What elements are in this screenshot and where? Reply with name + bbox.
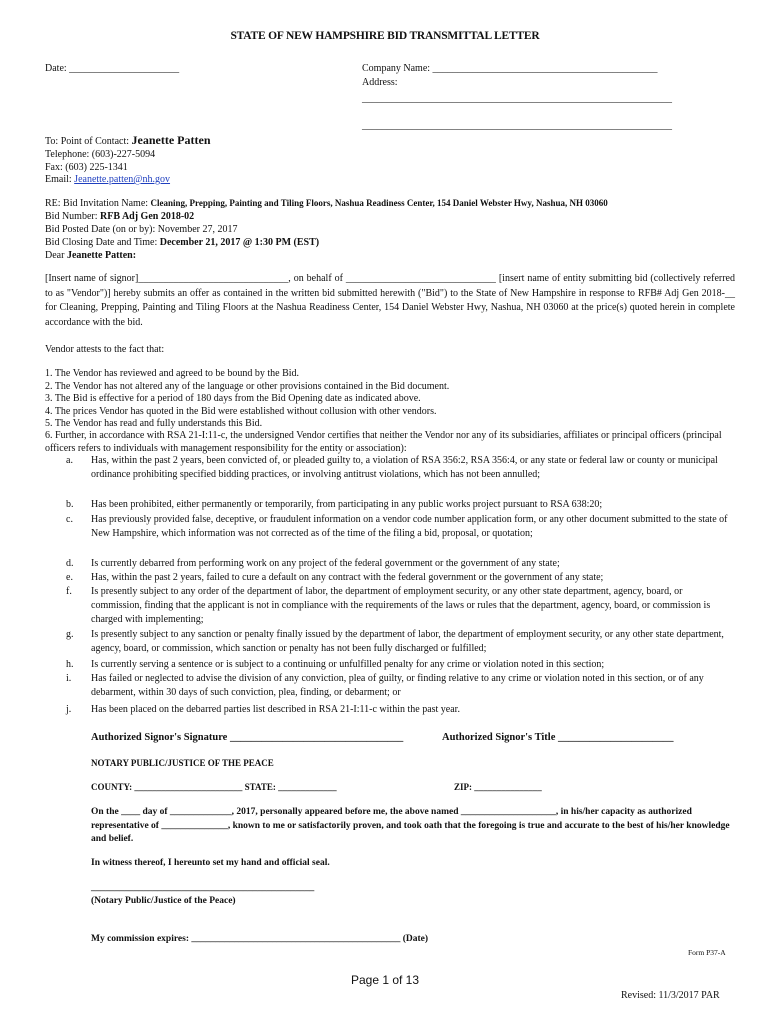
contact-telephone: Telephone: (603)-227-5094 <box>45 149 156 160</box>
sub-item-text: Is presently subject to any sanction or penalty finally issued by the department of labor, the department of employment security, or any other state department, agency, board, or commission, which sanction or penalty has not been fully discharged or fulfilled; <box>91 629 724 655</box>
sub-item-text: Is currently debarred from performing work on any project of the federal government or the government of any state; <box>91 558 560 569</box>
sub-item-text: Has, within the past 2 years, failed to cure a default on any contract with the federal government or the government of any state; <box>91 572 604 583</box>
attest-item <box>45 392 421 405</box>
attest-text: The Vendor has reviewed and agreed to be bound by the Bid. <box>54 368 300 379</box>
witness-statement: In witness thereof, I hereunto set my hand and official seal. <box>91 858 330 868</box>
address-line-2[interactable]: ______________________________________________________________ <box>362 120 672 131</box>
intro-paragraph: [Insert name of signor]______________________________, on behalf of ______________________________ [insert name of entity submitting bid (collectively referred to as "Vendor")] hereby submits an offer as contained in the written bid submitted herewith ("Bid") to the State of New Hampshire in response to RFB# Adj Gen 2018-__ for Cleaning, Prepping, Painting and Tiling Floors at the Nashua Readiness Center, 154 Daniel Webster Hwy, Nashua, NH 03060 at the price(s) quoted herein in complete accordance with the bid. <box>45 273 735 328</box>
attest-text: The prices Vendor has quoted in the Bid were established without collusion with other vendors. <box>54 406 437 417</box>
sub-item-letter: e. <box>66 572 73 583</box>
salutation <box>45 249 136 262</box>
sub-item-text: Has, within the past 2 years, been convicted of, or pleaded guilty to, a violation of RSA 356:2, RSA 356:4, or any state or federal law or county or municipal ordinance prohibiting specified bidding practices, or involving antitrust violations, which has not been annulled; <box>91 455 718 481</box>
contact-fax: Fax: (603) 225-1341 <box>45 162 128 173</box>
date-field[interactable]: Date: ______________________ <box>45 63 180 74</box>
bid-closing-row <box>45 236 319 249</box>
sub-item-letter: j. <box>66 704 72 715</box>
email-link[interactable]: Jeanette.patten@nh.gov <box>74 174 171 185</box>
document-title: STATE OF NEW HAMPSHIRE BID TRANSMITTAL LETTER <box>230 30 540 42</box>
zip-field[interactable]: ZIP: _______________ <box>454 782 542 792</box>
attest-text: The Vendor has not altered any of the language or other provisions contained in the Bid document. <box>54 381 450 392</box>
bid-posted-date: Bid Posted Date (on or by): November 27, 2017 <box>45 224 238 235</box>
address-label: Address: <box>362 77 398 88</box>
attest-heading: Vendor attests to the fact that: <box>45 344 165 355</box>
bid-closing-value: December 21, 2017 @ 1:30 PM (EST) <box>159 237 320 248</box>
company-name-field[interactable]: Company Name: _____________________________________________ <box>362 63 658 74</box>
attest-text: The Vendor has read and fully understands this Bid. <box>54 418 263 429</box>
notary-paragraph: On the ____ day of _____________, 2017, personally appeared before me, the above named ____________________, in his/her capacity as authorized representative of ______________, known to me or satisfactorily proven, and took oath that the foregoing is true and accurate to the best of his/her knowledge and belief. <box>91 807 730 844</box>
attest-num: 5. <box>45 418 53 429</box>
page-number: Page 1 of 13 <box>350 973 420 987</box>
attest-num: 1. <box>45 368 53 379</box>
attest-text: The Bid is effective for a period of 180 days from the Bid Opening date as indicated above. <box>54 393 421 404</box>
sub-item-letter: i. <box>66 673 72 684</box>
bid-name-value: Cleaning, Prepping, Painting and Tiling Floors, Nashua Readiness Center, 154 Daniel Webster Hwy, Nashua, NH 03060 <box>150 198 608 208</box>
sub-item-letter: b. <box>66 499 74 510</box>
attest-item <box>45 367 299 380</box>
address-line-1[interactable]: ______________________________________________________________ <box>362 93 672 104</box>
sub-item-letter: f. <box>66 586 72 597</box>
bid-number-row <box>45 210 194 223</box>
bid-name-label: RE: Bid Invitation Name: <box>45 198 149 209</box>
attest-item-6: 6. Further, in accordance with RSA 21-I:11-c, the undersigned Vendor certifies that neither the Vendor nor any of its subsidiaries, affiliates or principal officers (principal officers refers to individuals with management responsibility for the entity or association): <box>45 430 722 454</box>
contact-name: Jeanette Patten <box>131 133 211 147</box>
contact-label: To: Point of Contact: <box>45 136 130 147</box>
sub-item-text: Has previously provided false, deceptive, or fraudulent information on a vendor code number application form, or any other document submitted to the state of New Hampshire, which information was not corrected as of the time of the filing a bid, proposal, or quotation; <box>91 514 728 540</box>
sub-item-letter: g. <box>66 629 74 640</box>
attest-num: 3. <box>45 393 53 404</box>
signor-title-field[interactable]: Authorized Signor's Title ______________________ <box>442 732 674 743</box>
salutation-label: Dear <box>45 250 65 261</box>
bid-name-row <box>45 197 608 210</box>
attest-num: 4. <box>45 406 53 417</box>
form-number: Form P37-A <box>688 948 726 957</box>
bid-number-value: RFB Adj Gen 2018-02 <box>100 211 195 222</box>
sub-item-text: Is currently serving a sentence or is subject to a continuing or unfulfilled penalty for any crime or violation noted in this section; <box>91 659 605 670</box>
county-state-fields[interactable]: COUNTY: ________________________ STATE: _____________ <box>91 782 337 792</box>
sub-item-letter: a. <box>66 455 73 466</box>
sub-item-text: Has been placed on the debarred parties list described in RSA 21-I:11-c within the past year. <box>91 704 460 715</box>
commission-expires-field[interactable]: My commission expires: ____________________________________________ (Date) <box>91 934 429 944</box>
sub-item-letter: h. <box>66 659 74 670</box>
revised-date: Revised: 11/3/2017 PAR <box>621 990 720 1001</box>
notary-signature-line[interactable]: _______________________________________________ <box>91 883 315 893</box>
sub-item-text: Is presently subject to any order of the department of labor, the department of employment security, or any other state department, agency, board, or commission, finding that the applicant is not in compliance with the requirements of the laws or rules that the department, agency, board, or commission is charged with implementing; <box>91 586 711 626</box>
email-label: Email: <box>45 174 72 185</box>
bid-closing-label: Bid Closing Date and Time: <box>45 237 158 248</box>
notary-signature-caption: (Notary Public/Justice of the Peace) <box>91 896 236 906</box>
contact-block <box>45 134 211 148</box>
sub-item-text: Has failed or neglected to advise the division of any conviction, plea of guilty, or finding relative to any crime or violation noted in this section, or of any debarment, within 30 days of such conviction, plea, finding, or debarment; or <box>91 673 704 699</box>
notary-heading: NOTARY PUBLIC/JUSTICE OF THE PEACE <box>91 758 274 768</box>
bid-number-label: Bid Number: <box>45 211 98 222</box>
signor-signature-field[interactable]: Authorized Signor's Signature _________________________________ <box>91 732 404 743</box>
attest-num: 2. <box>45 381 53 392</box>
contact-email-row <box>45 173 170 186</box>
sub-item-letter: d. <box>66 558 74 569</box>
sub-item-text: Has been prohibited, either permanently or temporarily, from participating in any public works project pursuant to RSA 638:20; <box>91 499 603 510</box>
sub-item-letter: c. <box>66 514 73 525</box>
salutation-name: Jeanette Patten: <box>66 250 137 261</box>
